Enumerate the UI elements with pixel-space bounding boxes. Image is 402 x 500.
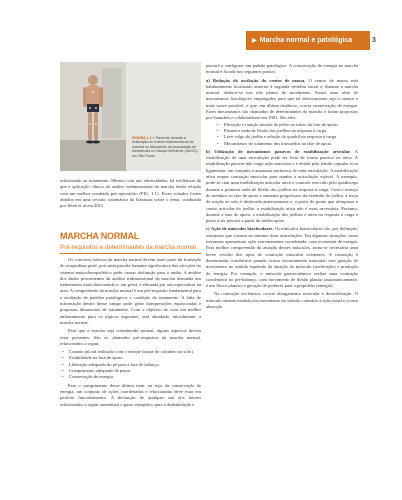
section-title: MARCHA NORMAL xyxy=(60,231,140,241)
paragraph: Para o cumprimento desse último item, ou seja, da conservação de energia, um conjunto de ações coordenadas e relacionadas deve estar em perfeito funcionamento. A disfunção de qualquer um dos fatores relacionados a seguir aumentará o gasto energético para a deambulação e xyxy=(60,382,201,407)
item-b-text: A estabilização de uma articulação pode ser feita de forma passiva ou ativa. A estabilização passiva não exige ação muscular e é obtida pela tensão capsular e/ou ligamentar, em conjunto à anatomia intrínseca de cada articulação. A estabilização ativa requer contração muscular para manter a articulação estável. A exemplo, pode-se citar uma estabilização articular ativa o controle exercido pelo quadríceps durante a primeira onda de flexão dos joelhos na resposta à carga. Com o avanço do membro na fase de apoio e aumento progressivo da extensão do joelho, a força de reação ao solo é deslocada anteriormente e, a partir do ponto que ultrapassa o centro articular do joelho, a estabilização ativa não é mais necessária. Portanto, durante a fase de apoio, a estabilização dos joelhos é ativa na resposta à carga e passa a ser passiva a partir do médio apoio. xyxy=(206,148,358,224)
item-a xyxy=(206,78,358,122)
list-item: • Conservação de energia. xyxy=(60,374,201,380)
intro-paragraph: relacionado ao tratamento. Mesmo com tais adversidades, há evidências de que a aplicação clínica da análise tridimensional da marcha tenha relação com um melhor resultado pós-operatório (FIG. 1.1). Esses achados foram obtidos em uma revisão sistemática da literatura sobre o tema, conduzida por Wren et al em 2011. xyxy=(60,178,201,209)
figure-caption xyxy=(132,136,198,158)
determinants-list xyxy=(206,122,358,147)
list-item: • Estabilidade na fase de apoio. xyxy=(60,355,201,361)
left-body xyxy=(60,257,201,408)
paragraph: Os conceitos básicos da marcha normal devem fazer parte da formação do ortopedista geral, pois uma parcela bastante significativa das afecções do sistema musculoesquelético pode causar disfunção para o andar. A análise dos dados provenientes da análise tridimensional da marcha demanda um treinamento mais direcionado e, em geral, é efetuada por um especialista na área. A compreensão da marcha normal é um pré-requisito fundamental para a avaliação de padrões patológicos e condição de tratamento. A falta de informação dentro desse campo pode gerar interpretações equivocadas e propostas desastrosas de tratamento. Com o objetivo de criar um melhor embasamento para os tópicos seguintes, será abordada, inicialmente, a marcha normal. xyxy=(60,257,201,325)
running-header xyxy=(246,31,370,50)
list-item: • Leve valgo do joelho e adução do quadril na resposta à carga. xyxy=(206,134,358,140)
item-c-text: Os músculos biarticulares são, por definição, estruturas que cruzam no mínimo duas articulações. Em algumas situações, esses estruturas apresentam ação extremamente coordenada, com economia de energia. Para melhor compreensão da atuação desses músculos, torna-se necessária uma breve revisão dos tipos de contração muscular existentes. A contração é denominada concêntrica quando ocorre encurtamento muscular com geração de movimento no sentido esperado da atuação do músculo (aceleração) e produção de energia. Por exemplo, o músculo gastrocnêmico realiza uma contração concêntrica no pré-balanço, com movimento de flexão plantar (automaticamente, é um flexor plantar) e geração de potência para a propulsão (energia). xyxy=(206,226,359,289)
list-item: • Comprimento adequado de passo. xyxy=(60,368,201,374)
item-a-title: Redução da oscilação do centro de massa. xyxy=(212,77,306,83)
caption-arrow-icon: > xyxy=(152,136,156,140)
list-item: • Liberação adequada do pé para a fase de balanço. xyxy=(60,362,201,368)
item-c-title: Ação de músculos biarticulares. xyxy=(210,226,274,232)
figure-caption-text: Paciente durante a realização do exame tridimensional da marcha no laboratório da Associação de Assistência à Criança Deficiente (AACD), em São Paulo. xyxy=(132,136,198,158)
prerequisites-list xyxy=(60,349,201,380)
item-b-label: b) xyxy=(206,148,211,154)
chevron-right-icon: ▶ xyxy=(252,38,257,44)
right-body xyxy=(206,63,358,310)
item-b xyxy=(206,149,358,225)
figure xyxy=(60,62,201,171)
item-b-title: Utilização de mecanismos passivos de estabilização articular. xyxy=(214,148,351,154)
paragraph: Para que a marcha seja considerada normal, alguns aspectos devem estar presentes. São os chamados pré-requisitos da marcha normal, relacionados a seguir. xyxy=(60,328,201,346)
item-a-label: a) xyxy=(206,77,210,83)
paragraph: passará a configurar um padrão patológico. A conservação de energia na marcha normal é focada nos seguintes pontos: xyxy=(206,63,358,75)
item-c-label: c) xyxy=(206,226,210,232)
item-c xyxy=(206,226,358,289)
page-number: 3 xyxy=(372,37,376,44)
list-item: • Elevação e rotação interna da pelve no início da fase de apoio. xyxy=(206,122,358,128)
running-title: Marcha normal e patológica xyxy=(259,37,353,44)
item-a-text: O centro de massa está habitualmente localizado anterior à segunda vértebra sacral e, durante a marcha normal, desloca-se nos três planos de movimento. Existe uma série de mecanismos fisiológicos empregados para que tal deslocamento seja o menor e mais suave possível, e que, em última instância, ocorra conservação de energia. Esses mecanismos são chamados de determinantes da marcha e foram propostos por Saunders e colaboradores em 1981. São eles: xyxy=(206,77,358,121)
list-item: • Mecanismos de rolamento dos tornozelos na fase de apoio. xyxy=(206,141,358,147)
section-rule xyxy=(60,253,201,254)
patient-photo xyxy=(60,62,126,171)
list-item: • Contato inicial realizado com o retropé (toque do calcâneo no solo). xyxy=(60,349,201,355)
section-subtitle: Pré-requisitos e determinantes da marcha normal xyxy=(60,244,196,251)
figure-label: FIGURA 1.1 xyxy=(132,136,152,140)
list-item: • Primeiro onda de flexão dos joelhos na resposta à carga. xyxy=(206,128,358,134)
paragraph: Na contração excêntrica, ocorre alongamento muscular e desaceleração. O músculo atuante modula um movimento no sentido contrário à ação usual e ocorre absorção xyxy=(206,291,358,309)
